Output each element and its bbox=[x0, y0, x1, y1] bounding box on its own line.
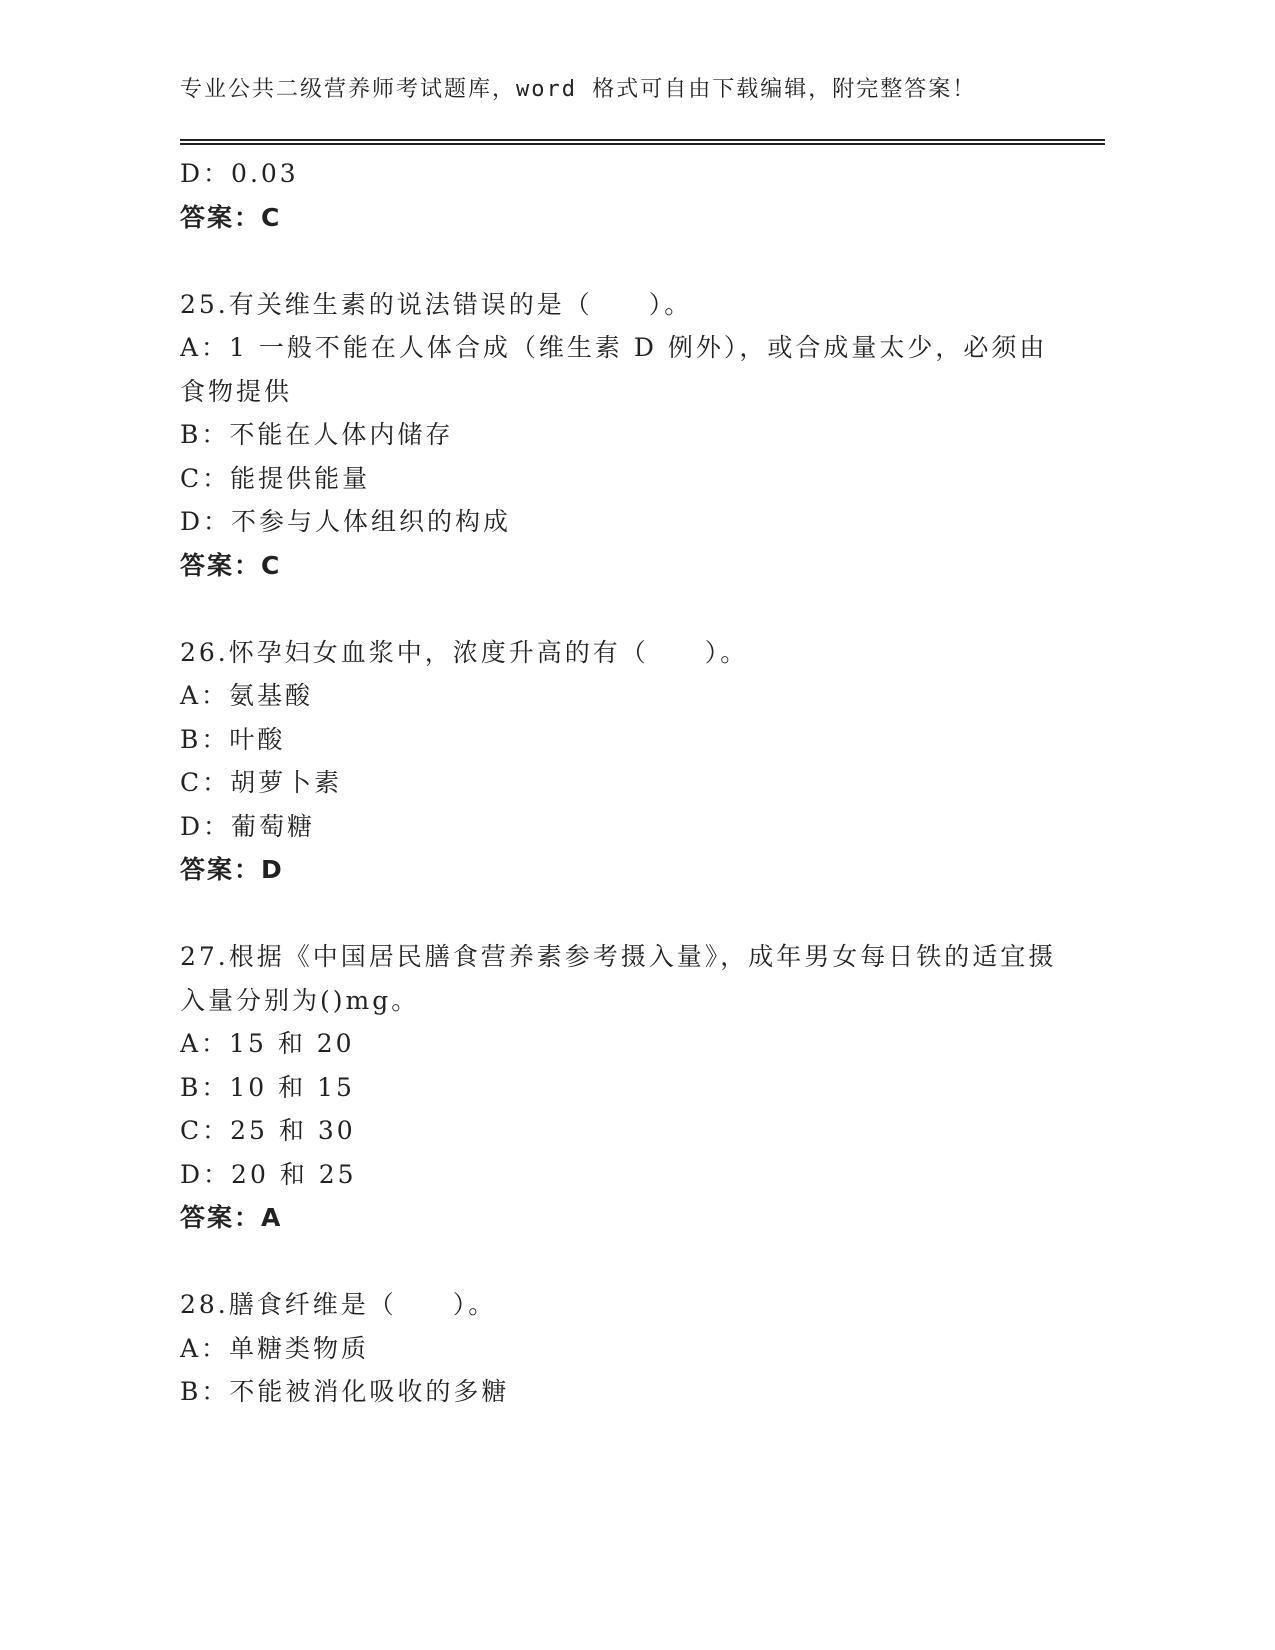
question-28 bbox=[180, 1283, 1060, 1414]
question-26 bbox=[180, 631, 1060, 892]
spacer bbox=[180, 892, 1060, 936]
document-body bbox=[180, 152, 1060, 1414]
answer: 答案：A bbox=[180, 1203, 283, 1232]
option-a: A：单糖类物质 bbox=[180, 1333, 370, 1363]
option-d: D：20 和 25 bbox=[180, 1159, 357, 1189]
question-27 bbox=[180, 935, 1060, 1240]
question-text: 25.有关维生素的说法错误的是（ ）。 bbox=[180, 289, 693, 319]
option-c: C：能提供能量 bbox=[180, 463, 371, 493]
option-b: B：不能在人体内储存 bbox=[180, 420, 454, 449]
prev-option-d: D：0.03 bbox=[180, 159, 299, 188]
question-text: 27.根据《中国居民膳食营养素参考摄入量》，成年男女每日铁的适宜摄入量分别为()mg。 bbox=[180, 942, 1057, 1015]
question-25 bbox=[180, 283, 1060, 588]
option-a: A：15 和 20 bbox=[180, 1029, 355, 1058]
spacer bbox=[180, 587, 1060, 631]
option-d: D：葡萄糖 bbox=[180, 811, 316, 841]
spacer bbox=[180, 1240, 1060, 1284]
option-c: C：25 和 30 bbox=[180, 1116, 356, 1145]
question-text: 28.膳食纤维是（ ）。 bbox=[180, 1290, 497, 1319]
option-d: D：不参与人体组织的构成 bbox=[180, 507, 512, 536]
option-b: B：10 和 15 bbox=[180, 1072, 355, 1102]
option-b: B：不能被消化吸收的多糖 bbox=[180, 1377, 510, 1406]
option-c: C：胡萝卜素 bbox=[180, 768, 343, 797]
header-rule-thick bbox=[180, 139, 1105, 141]
answer: 答案：D bbox=[180, 855, 284, 884]
page-header: 专业公共二级营养师考试题库，word 格式可自由下载编辑，附完整答案！ bbox=[180, 77, 977, 102]
option-a: A：1 一般不能在人体合成（维生素 D 例外），或合成量太少，必须由食物提供 bbox=[180, 333, 1048, 406]
question-text: 26.怀孕妇女血浆中，浓度升高的有（ ）。 bbox=[180, 637, 749, 667]
header-rule-thin bbox=[180, 143, 1105, 145]
prev-answer: 答案：C bbox=[180, 202, 282, 232]
answer: 答案：C bbox=[180, 550, 282, 580]
option-b: B：叶酸 bbox=[180, 724, 286, 754]
option-a: A：氨基酸 bbox=[180, 681, 314, 710]
spacer bbox=[180, 239, 1060, 283]
